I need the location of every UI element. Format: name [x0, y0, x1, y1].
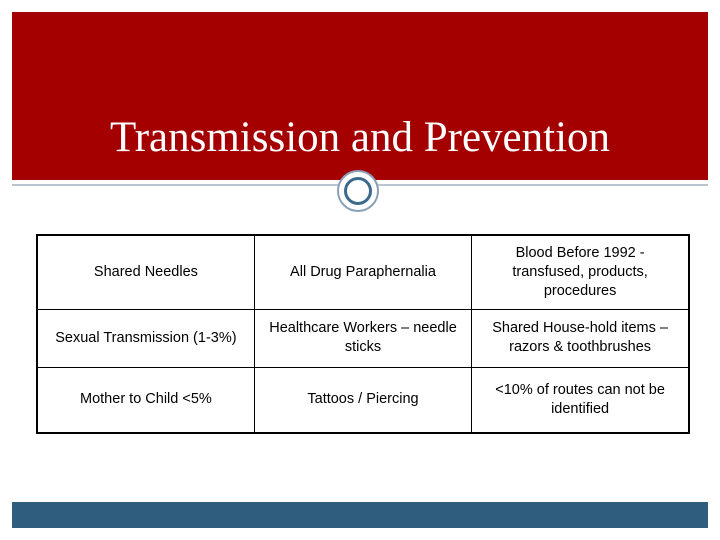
slide-title: Transmission and Prevention	[109, 114, 611, 161]
table-cell: Shared Needles	[37, 235, 254, 309]
table-cell: Sexual Transmission (1-3%)	[37, 309, 254, 367]
table-row	[37, 235, 689, 309]
table-row	[37, 367, 689, 433]
table-cell: Mother to Child <5%	[37, 367, 254, 433]
slide	[12, 12, 708, 528]
circle-emblem-icon	[337, 170, 379, 212]
table-cell: Blood Before 1992 - transfused, products, procedures	[472, 235, 689, 309]
table-cell: Shared House-hold items – razors & toothbrushes	[472, 309, 689, 367]
circle-emblem-inner-ring	[344, 177, 372, 205]
title-band	[12, 12, 708, 180]
table-cell: Tattoos / Piercing	[254, 367, 471, 433]
footer-band	[12, 502, 708, 528]
transmission-table	[36, 234, 690, 434]
table-row	[37, 309, 689, 367]
table-cell: All Drug Paraphernalia	[254, 235, 471, 309]
table-cell: Healthcare Workers – needle sticks	[254, 309, 471, 367]
table-cell: <10% of routes can not be identified	[472, 367, 689, 433]
